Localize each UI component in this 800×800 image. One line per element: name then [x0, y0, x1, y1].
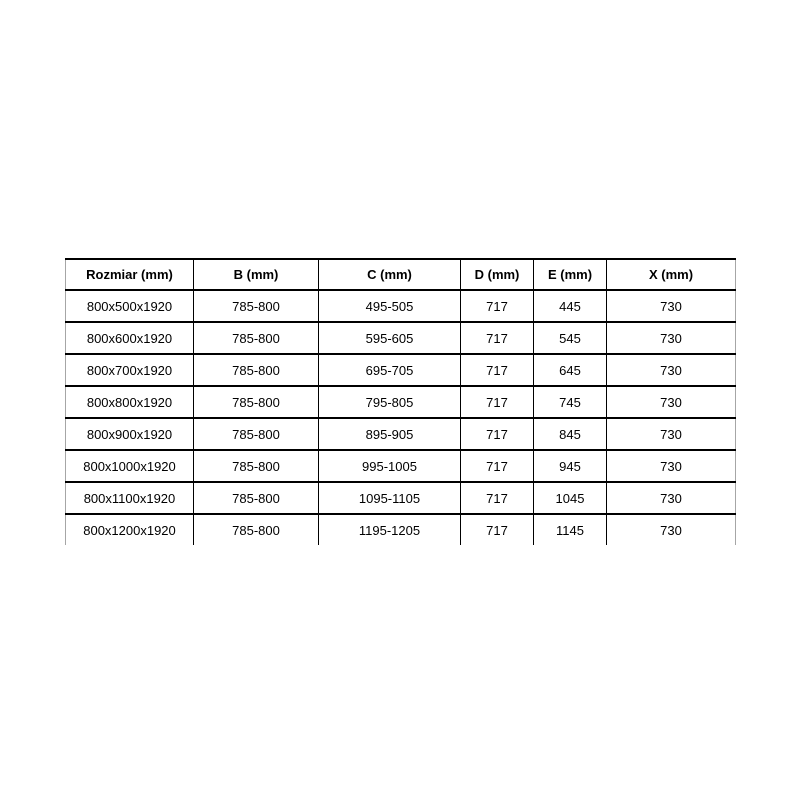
- table-cell: 800x900x1920: [66, 418, 194, 450]
- table-cell: 995-1005: [319, 450, 461, 482]
- table-cell: 745: [534, 386, 607, 418]
- table-cell: 800x600x1920: [66, 322, 194, 354]
- table-cell: 785-800: [194, 482, 319, 514]
- table-cell: 545: [534, 322, 607, 354]
- table-cell: 800x1000x1920: [66, 450, 194, 482]
- table-cell: 445: [534, 290, 607, 322]
- table-cell: 800x1200x1920: [66, 514, 194, 545]
- dimensions-spec-table: [65, 258, 736, 545]
- table-cell: 717: [461, 386, 534, 418]
- table-cell: 800x500x1920: [66, 290, 194, 322]
- table-cell: 785-800: [194, 514, 319, 545]
- table-cell: 785-800: [194, 450, 319, 482]
- table-cell: 495-505: [319, 290, 461, 322]
- table-cell: 800x800x1920: [66, 386, 194, 418]
- column-header-5: X (mm): [607, 259, 736, 290]
- table-cell: 785-800: [194, 354, 319, 386]
- table-cell: 1095-1105: [319, 482, 461, 514]
- table-cell: 717: [461, 450, 534, 482]
- column-header-2: C (mm): [319, 259, 461, 290]
- column-header-1: B (mm): [194, 259, 319, 290]
- table-cell: 785-800: [194, 386, 319, 418]
- table-cell: 730: [607, 514, 736, 545]
- table-cell: 730: [607, 322, 736, 354]
- table-row: [66, 418, 736, 450]
- table-cell: 1195-1205: [319, 514, 461, 545]
- table-row: [66, 514, 736, 545]
- table-cell: 785-800: [194, 418, 319, 450]
- table-row: [66, 482, 736, 514]
- table-cell: 845: [534, 418, 607, 450]
- table-body: [66, 290, 736, 545]
- table-row: [66, 354, 736, 386]
- table-cell: 717: [461, 290, 534, 322]
- table-cell: 717: [461, 418, 534, 450]
- table-cell: 645: [534, 354, 607, 386]
- table-row: [66, 386, 736, 418]
- table-cell: 730: [607, 290, 736, 322]
- table-cell: 730: [607, 482, 736, 514]
- table-cell: 730: [607, 386, 736, 418]
- column-header-4: E (mm): [534, 259, 607, 290]
- table-cell: 800x700x1920: [66, 354, 194, 386]
- table-cell: 795-805: [319, 386, 461, 418]
- column-header-0: Rozmiar (mm): [66, 259, 194, 290]
- table-cell: 1145: [534, 514, 607, 545]
- table-cell: 730: [607, 354, 736, 386]
- table-row: [66, 290, 736, 322]
- table-cell: 595-605: [319, 322, 461, 354]
- table-cell: 717: [461, 514, 534, 545]
- table-cell: 785-800: [194, 322, 319, 354]
- table-cell: 717: [461, 482, 534, 514]
- table-cell: 800x1100x1920: [66, 482, 194, 514]
- table-cell: 785-800: [194, 290, 319, 322]
- table-row: [66, 322, 736, 354]
- table-row: [66, 450, 736, 482]
- table-cell: 695-705: [319, 354, 461, 386]
- table-cell: 1045: [534, 482, 607, 514]
- table-header-row: [66, 259, 736, 290]
- column-header-3: D (mm): [461, 259, 534, 290]
- table-cell: 717: [461, 322, 534, 354]
- table-cell: 730: [607, 418, 736, 450]
- table-cell: 730: [607, 450, 736, 482]
- table-cell: 895-905: [319, 418, 461, 450]
- table-cell: 945: [534, 450, 607, 482]
- table-cell: 717: [461, 354, 534, 386]
